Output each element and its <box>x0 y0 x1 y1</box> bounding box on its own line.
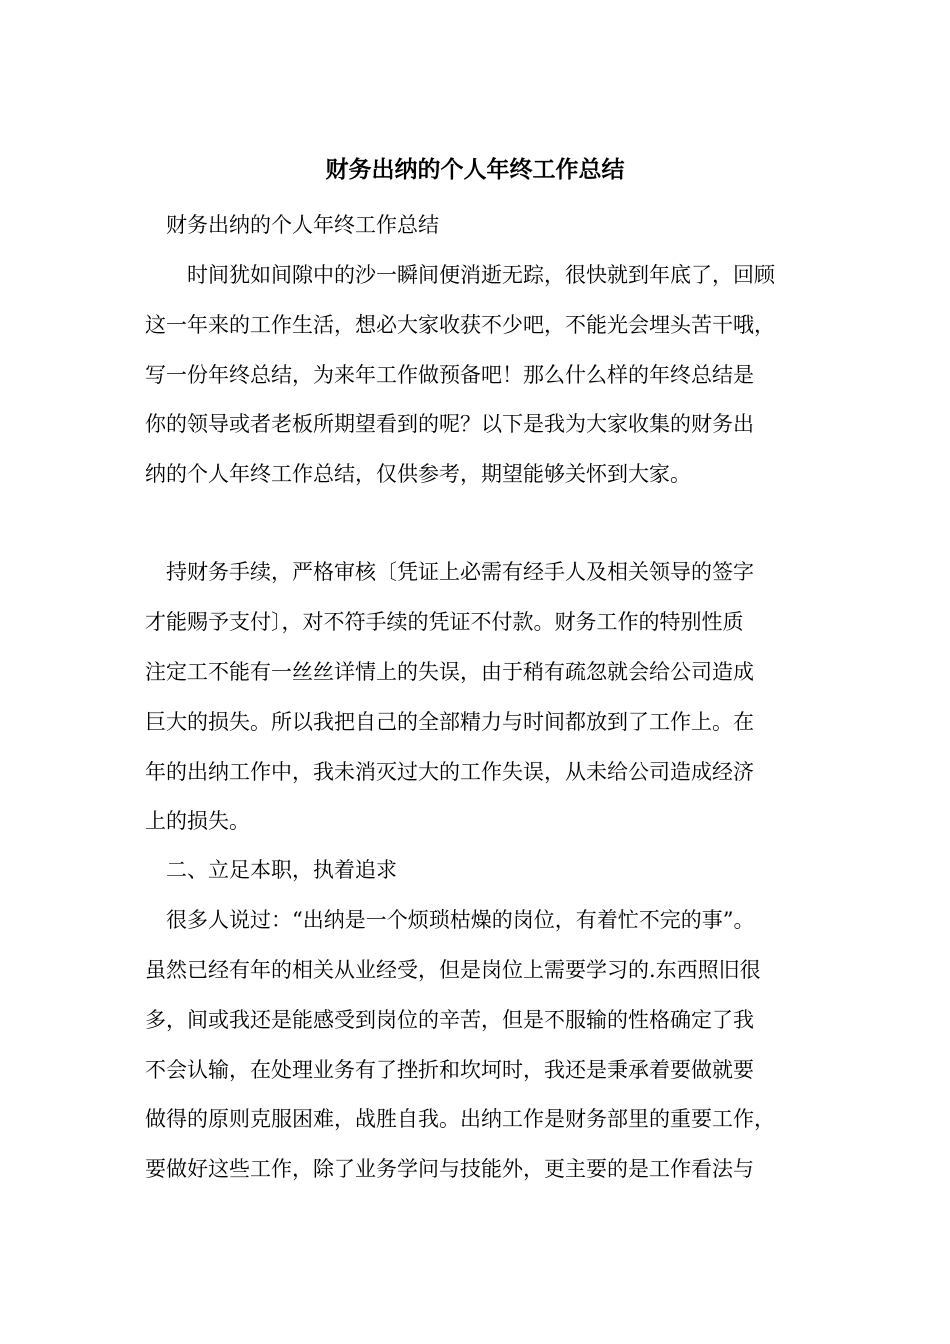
paragraph-line: 注定工不能有一丝丝详情上的失误，由于稍有疏忽就会给公司造成 <box>145 660 754 684</box>
paragraph-line: 这一年来的工作生活，想必大家收获不少吧，不能光会埋头苦干哦， <box>145 313 775 337</box>
paragraph-line: 很多人说过：“出纳是一个烦琐枯燥的岗位，有着忙不完的事”。 <box>145 908 755 932</box>
paragraph-line: 财务出纳的个人年终工作总结 <box>145 213 439 237</box>
paragraph-line: 多，间或我还是能感受到岗位的辛苦，但是不服输的性格确定了我 <box>145 1008 754 1032</box>
paragraph-line: 上的损失。 <box>145 809 250 833</box>
paragraph-line: 要做好这些工作，除了业务学问与技能外，更主要的是工作看法与 <box>145 1157 754 1181</box>
paragraph-line: 你的领导或者老板所期望看到的呢？以下是我为大家收集的财务出 <box>145 412 754 436</box>
paragraph-line: 纳的个人年终工作总结，仅供参考，期望能够关怀到大家。 <box>145 462 691 486</box>
paragraph-line: 写一份年终总结，为来年工作做预备吧！那么什么样的年终总结是 <box>145 363 754 387</box>
paragraph-line: 时间犹如间隙中的沙一瞬间便消逝无踪，很快就到年底了，回顾 <box>145 263 775 287</box>
paragraph-line: 不会认输，在处理业务有了挫折和坎坷时，我还是秉承着要做就要 <box>145 1058 754 1082</box>
paragraph-line: 做得的原则克服困难，战胜自我。出纳工作是财务部里的重要工作， <box>145 1107 775 1131</box>
paragraph-line: 年的出纳工作中，我未消灭过大的工作失误，从未给公司造成经济 <box>145 760 754 784</box>
section-heading: 二、立足本职，执着追求 <box>145 858 397 882</box>
paragraph-line: 虽然已经有年的相关从业经受，但是岗位上需要学习的.东西照旧很 <box>145 958 761 982</box>
paragraph-line: 持财务手续，严格审核〔凭证上必需有经手人及相关领导的签字 <box>145 560 754 584</box>
document-title: 财务出纳的个人年终工作总结 <box>325 156 625 183</box>
paragraph-line: 巨大的损失。所以我把自己的全部精力与时间都放到了工作上。在 <box>145 710 754 734</box>
paragraph-line: 才能赐予支付〕，对不符手续的凭证不付款。财务工作的特别性质 <box>145 610 744 634</box>
